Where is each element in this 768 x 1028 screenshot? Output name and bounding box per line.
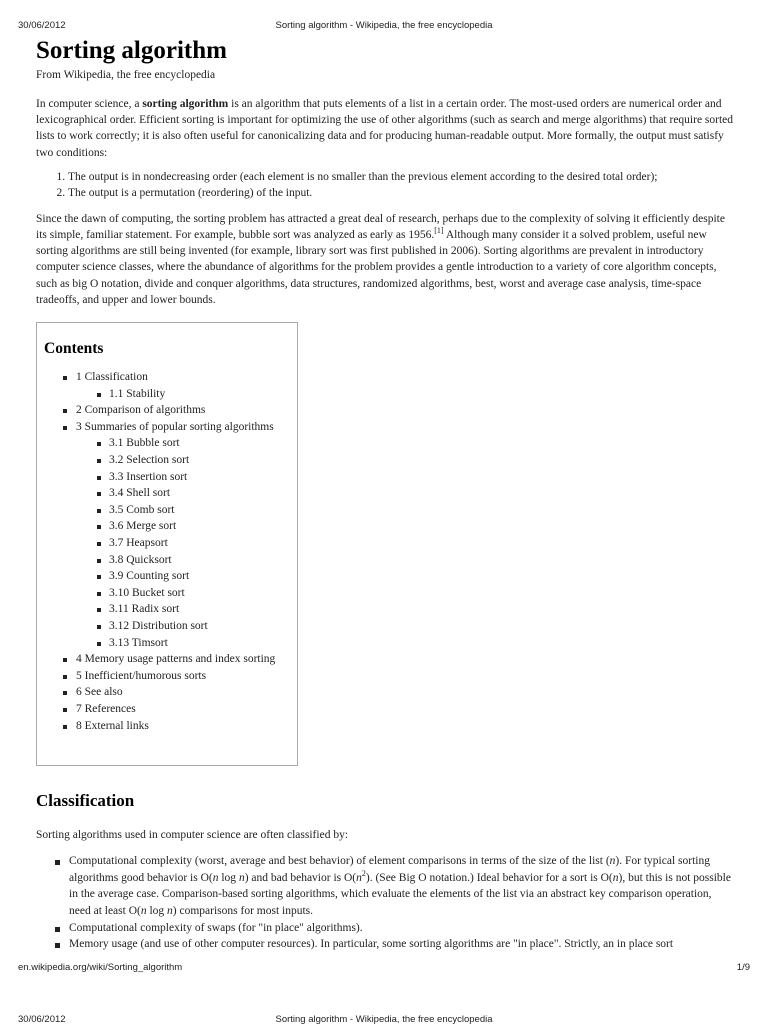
reference-link[interactable]: [1] <box>434 226 444 236</box>
print-header-next-page <box>0 1014 768 1028</box>
toc-link[interactable]: 1.1 Stability <box>109 387 166 400</box>
toc-link[interactable]: 5 Inefficient/humorous sorts <box>76 669 207 682</box>
toc-item[interactable] <box>44 502 297 519</box>
toc-item[interactable] <box>44 452 297 469</box>
toc-item[interactable] <box>44 386 297 403</box>
condition-item: 1. The output is in nondecreasing order (each element is no smaller than the previous element according to the desired total order); <box>68 169 736 185</box>
criteria-item: Computational complexity (worst, average and best behavior) of element comparisons in terms of the size of the list (n). For typical sorting algorithms good behavior is O(n log n) and bad behavior is $O(n^2)$. (See Big O notation.) Ideal behavior for a sort is O(n), but this is not possible in the average case. Comparison-based sorting algorithms, which evaluate the elements of the list via an abstract key comparison operation, need at least O(n log n) comparisons for most inputs. <box>36 853 736 919</box>
intro-bold-term: sorting algorithm <box>142 98 229 110</box>
section-heading-classification: Classification <box>36 791 135 811</box>
toc-item[interactable] <box>44 419 297 436</box>
toc-link[interactable]: 3.9 Counting sort <box>109 570 190 583</box>
toc-link[interactable]: 4 Memory usage patterns and index sorting <box>76 653 276 666</box>
print-page-title: Sorting algorithm - Wikipedia, the free encyclopedia <box>275 20 493 31</box>
toc-item[interactable] <box>44 535 297 552</box>
classification-criteria <box>36 853 736 953</box>
table-of-contents <box>36 322 298 766</box>
toc-link[interactable]: 3.3 Insertion sort <box>109 470 188 483</box>
toc-link[interactable]: 3.4 Shell sort <box>109 487 171 500</box>
toc-item[interactable] <box>44 402 297 419</box>
print-date: 30/06/2012 <box>18 20 66 31</box>
classification-intro: Sorting algorithms used in computer science are often classified by: <box>36 829 349 842</box>
print-header <box>0 20 768 34</box>
toc-item[interactable] <box>44 718 297 735</box>
toc-link[interactable]: 3.11 Radix sort <box>109 603 180 616</box>
criteria-item: Computational complexity of swaps (for "in place" algorithms). <box>36 920 736 937</box>
page-title: Sorting algorithm <box>36 37 227 64</box>
toc-link[interactable]: 3.5 Comb sort <box>109 503 175 516</box>
intro-paragraph <box>36 96 736 161</box>
toc-link[interactable]: 2 Comparison of algorithms <box>76 404 206 417</box>
toc-link[interactable]: 3.12 Distribution sort <box>109 619 208 632</box>
print-url: en.wikipedia.org/wiki/Sorting_algorithm <box>18 962 183 973</box>
toc-link[interactable]: 3.2 Selection sort <box>109 454 190 466</box>
toc-link[interactable]: 3.13 Timsort <box>109 636 168 649</box>
history-paragraph <box>36 211 736 308</box>
print-page-title: Sorting algorithm - Wikipedia, the free encyclopedia <box>275 1014 493 1025</box>
toc-item[interactable] <box>44 668 297 685</box>
toc-link[interactable]: 3 Summaries of popular sorting algorithms <box>76 420 274 433</box>
history-text-cont: Although many consider it a solved problem, useful new sorting algorithms are still being invented (for example, library sort was first published in 2006). Sorting algorithms are prevalent in introductory computer science classes, where the abundance of algorithms for the problem provides a gentle introduction to a variety of core algorithm concepts, such as big O notation, divide and conquer algorithms, data structures, randomized algorithms, best, worst and average case analysis, time-space tradeoffs, and upper and lower bounds. <box>36 229 717 306</box>
criteria-item: Memory usage (and use of other computer resources). In particular, some sorting algorithms are "in place". Strictly, an in place sort <box>36 936 736 953</box>
toc-item[interactable] <box>44 651 297 668</box>
toc-list <box>44 369 297 734</box>
toc-title: Contents <box>44 340 104 358</box>
toc-item[interactable] <box>44 435 297 452</box>
toc-item[interactable] <box>44 618 297 635</box>
toc-item[interactable] <box>44 701 297 718</box>
toc-item[interactable] <box>44 485 297 502</box>
intro-text-cont: is an algorithm that puts elements of a list in a certain order. The most-used orders are numerical order and lexicographical order. Efficient sorting is important for optimizing the use of other algorithms (such as search and merge algorithms) that require sorted lists to work correctly; it is also often useful for canonicalizing data and for producing human-readable output. More formally, the output must satisfy two conditions: <box>36 98 734 159</box>
toc-item[interactable] <box>44 552 297 569</box>
conditions-list <box>36 169 736 201</box>
toc-item[interactable] <box>44 369 297 386</box>
article-content <box>36 36 736 953</box>
toc-item[interactable] <box>44 518 297 535</box>
print-page-number: 1/9 <box>736 962 750 973</box>
intro-text: In computer science, a <box>36 98 143 110</box>
toc-item[interactable] <box>44 635 297 652</box>
toc-link[interactable]: 3.6 Merge sort <box>109 520 177 533</box>
toc-link[interactable]: 3.10 Bucket sort <box>109 586 185 599</box>
toc-item[interactable] <box>44 568 297 585</box>
print-footer <box>0 962 768 976</box>
toc-link[interactable]: 3.7 Heapsort <box>109 536 168 549</box>
toc-item[interactable] <box>44 585 297 602</box>
print-date: 30/06/2012 <box>18 1014 66 1025</box>
toc-item[interactable] <box>44 601 297 618</box>
toc-link[interactable]: 3.1 Bubble sort <box>109 437 180 450</box>
condition-item: 2. The output is a permutation (reordering) of the input. <box>68 185 736 201</box>
history-text: Since the dawn of computing, the sorting problem has attracted a great deal of research, perhaps due to the complexity of solving it efficiently despite its simple, familiar statement. For example, bubble sort was analyzed as early as 1956. <box>36 212 725 242</box>
toc-link[interactable]: 6 See also <box>76 686 123 699</box>
toc-item[interactable] <box>44 469 297 486</box>
toc-link[interactable]: 7 References <box>76 702 136 715</box>
tagline: From Wikipedia, the free encyclopedia <box>36 69 216 81</box>
toc-link[interactable]: 8 External links <box>76 719 149 732</box>
toc-link[interactable]: 1 Classification <box>76 371 148 384</box>
toc-item[interactable] <box>44 684 297 701</box>
toc-link[interactable]: 3.8 Quicksort <box>109 553 172 566</box>
